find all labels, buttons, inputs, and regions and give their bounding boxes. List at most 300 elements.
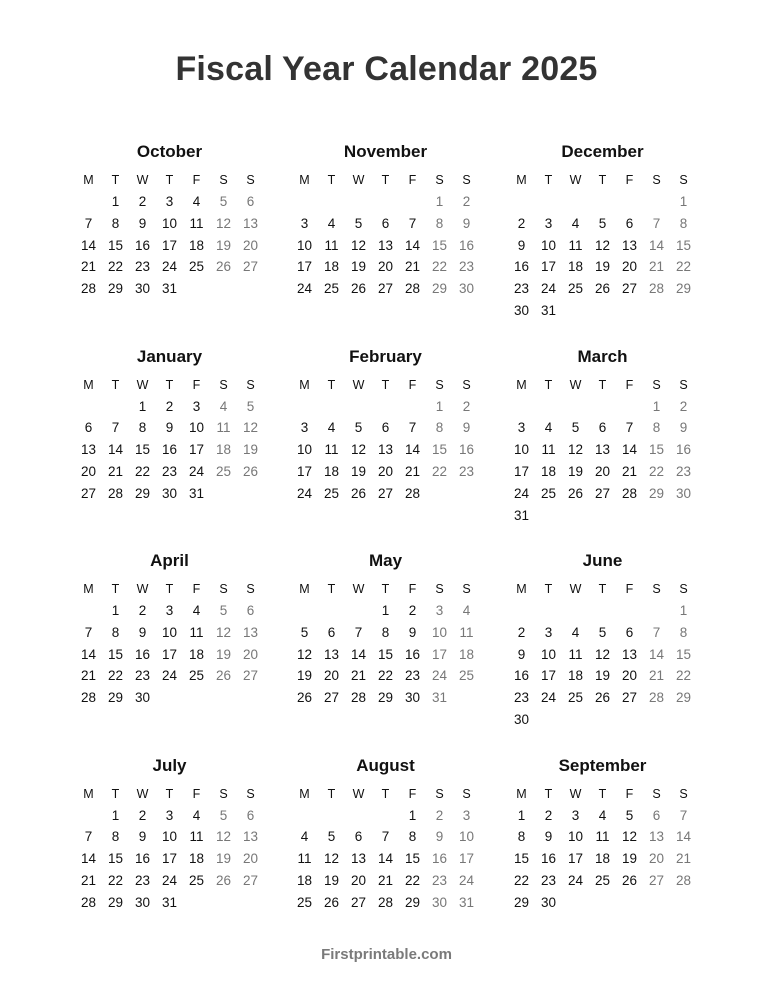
day-cell: 24 — [188, 463, 205, 479]
day-cell: 19 — [350, 463, 367, 479]
day-cell: 2 — [517, 624, 526, 640]
day-cell: 25 — [188, 668, 205, 684]
day-cell: 4 — [192, 194, 201, 209]
day-cell: 7 — [408, 420, 417, 436]
day-cell: 8 — [408, 829, 417, 845]
day-cell: 27 — [621, 690, 638, 706]
weekday-header: T — [381, 786, 390, 801]
day-cell: 7 — [111, 420, 120, 436]
day-cell: 24 — [296, 281, 313, 297]
weekday-header: M — [299, 786, 310, 801]
month-july — [75, 744, 275, 944]
day-cell: 23 — [161, 463, 178, 479]
weekday-header: W — [136, 786, 149, 801]
month-may — [291, 539, 491, 739]
day-cell: 22 — [107, 872, 124, 888]
day-cell: 1 — [435, 194, 444, 209]
day-cell: 23 — [134, 872, 151, 888]
day-cell: 11 — [324, 442, 339, 458]
weekday-header: T — [165, 786, 174, 801]
day-cell: 14 — [80, 646, 97, 662]
day-cell: 6 — [625, 215, 634, 231]
day-cell: 31 — [161, 281, 178, 297]
day-cell: 9 — [435, 829, 444, 845]
day-cell: 13 — [621, 237, 638, 253]
day-cell: 10 — [161, 624, 178, 640]
day-cell: 29 — [404, 894, 421, 910]
month-name: December — [561, 142, 644, 161]
day-cell: 3 — [300, 420, 309, 436]
day-cell: 13 — [594, 442, 611, 458]
day-cell: 30 — [513, 712, 530, 727]
day-cell: 19 — [215, 237, 232, 253]
day-cell: 30 — [458, 281, 475, 297]
weekday-header: F — [625, 377, 634, 392]
day-cell: 13 — [80, 442, 97, 458]
day-cell: 30 — [404, 690, 421, 706]
day-cell: 17 — [296, 259, 313, 275]
weekday-header: W — [569, 582, 582, 596]
day-cell: 27 — [594, 485, 611, 501]
day-cell: 16 — [134, 237, 151, 253]
day-cell: 30 — [134, 690, 151, 706]
day-cell: 28 — [377, 894, 394, 910]
day-cell: 28 — [648, 690, 665, 706]
weekday-header: F — [625, 786, 634, 801]
month-name: April — [150, 551, 189, 570]
day-cell: 14 — [404, 442, 421, 458]
day-cell: 4 — [219, 398, 228, 414]
day-cell: 16 — [540, 851, 557, 867]
day-cell: 8 — [138, 420, 147, 436]
weekday-header: S — [435, 173, 444, 187]
day-cell: 25 — [567, 281, 584, 297]
day-cell: 6 — [327, 624, 336, 640]
day-cell: 14 — [648, 646, 665, 662]
day-cell: 19 — [296, 668, 313, 684]
day-cell: 9 — [408, 624, 417, 640]
day-cell: 19 — [621, 851, 638, 867]
day-cell: 15 — [513, 851, 530, 867]
day-cell: 22 — [648, 463, 665, 479]
month-name: May — [368, 551, 403, 570]
day-cell: 20 — [323, 668, 340, 684]
weekday-header: W — [352, 786, 365, 801]
month-march — [508, 335, 708, 535]
day-cell: 10 — [296, 237, 313, 253]
day-cell: 31 — [540, 303, 557, 318]
day-cell: 2 — [435, 807, 444, 823]
day-cell: 12 — [594, 237, 611, 253]
month-name: October — [136, 142, 203, 161]
weekday-header: T — [544, 377, 553, 392]
day-cell: 17 — [540, 668, 557, 684]
weekday-header: S — [246, 173, 255, 187]
day-cell: 23 — [134, 259, 151, 275]
day-cell: 5 — [327, 829, 336, 845]
day-cell: 15 — [431, 237, 448, 253]
weekday-header: F — [192, 786, 201, 801]
weekday-header: T — [327, 582, 336, 596]
day-cell: 29 — [675, 690, 692, 706]
day-cell: 16 — [134, 646, 151, 662]
day-cell: 1 — [679, 603, 688, 618]
weekday-header: S — [679, 173, 688, 187]
day-cell: 15 — [404, 851, 421, 867]
month-name: November — [343, 142, 428, 161]
day-cell: 19 — [215, 851, 232, 867]
day-cell: 2 — [517, 215, 526, 231]
weekday-header: F — [408, 173, 417, 187]
day-cell: 7 — [84, 624, 93, 640]
day-cell: 6 — [598, 420, 607, 436]
day-cell: 27 — [242, 872, 259, 888]
weekday-header: S — [679, 377, 688, 392]
day-cell: 23 — [404, 668, 421, 684]
weekday-header: T — [111, 582, 120, 596]
weekday-header: M — [299, 582, 310, 596]
day-cell: 12 — [350, 237, 367, 253]
day-cell: 21 — [621, 463, 638, 479]
day-cell: 20 — [377, 259, 394, 275]
day-cell: 28 — [404, 485, 421, 501]
day-cell: 30 — [513, 303, 530, 318]
day-cell: 28 — [80, 894, 97, 910]
day-cell: 6 — [246, 603, 255, 618]
day-cell: 23 — [431, 872, 448, 888]
day-cell: 13 — [377, 442, 394, 458]
month-september — [508, 744, 708, 944]
day-cell: 27 — [350, 894, 367, 910]
day-cell: 28 — [648, 281, 665, 297]
weekday-header: M — [516, 582, 527, 596]
day-cell: 8 — [652, 420, 661, 436]
weekday-header: F — [192, 582, 201, 596]
day-cell: 25 — [458, 668, 475, 684]
day-cell: 8 — [111, 624, 120, 640]
weekday-header: S — [679, 786, 688, 801]
day-cell: 10 — [540, 646, 557, 662]
day-cell: 24 — [431, 668, 448, 684]
day-cell: 29 — [107, 690, 124, 706]
day-cell: 19 — [594, 259, 611, 275]
day-cell: 21 — [80, 668, 97, 684]
weekday-header: W — [352, 582, 365, 596]
day-cell: 28 — [675, 872, 692, 888]
day-cell: 15 — [675, 646, 692, 662]
page-title: Fiscal Year Calendar 2025 — [175, 50, 598, 88]
weekday-header: M — [83, 173, 94, 187]
day-cell: 4 — [571, 215, 580, 231]
day-cell: 25 — [188, 872, 205, 888]
day-cell: 17 — [161, 646, 178, 662]
day-cell: 3 — [571, 807, 580, 823]
day-cell: 7 — [679, 807, 688, 823]
day-cell: 7 — [652, 215, 661, 231]
day-cell: 3 — [544, 215, 553, 231]
day-cell: 26 — [296, 690, 313, 706]
weekday-header: F — [408, 786, 417, 801]
day-cell: 18 — [188, 646, 205, 662]
day-cell: 12 — [567, 442, 584, 458]
day-cell: 22 — [431, 463, 448, 479]
month-august — [291, 744, 491, 944]
day-cell: 18 — [323, 259, 340, 275]
day-cell: 18 — [188, 237, 205, 253]
day-cell: 26 — [215, 259, 232, 275]
day-cell: 3 — [165, 194, 174, 209]
day-cell: 9 — [138, 829, 147, 845]
day-cell: 4 — [192, 807, 201, 823]
day-cell: 31 — [431, 690, 448, 706]
day-cell: 29 — [513, 894, 530, 910]
day-cell: 11 — [297, 851, 312, 867]
day-cell: 8 — [111, 215, 120, 231]
day-cell: 20 — [648, 851, 665, 867]
weekday-header: T — [165, 582, 174, 596]
day-cell: 26 — [621, 872, 638, 888]
day-cell: 4 — [300, 829, 309, 845]
day-cell: 2 — [138, 194, 147, 209]
day-cell: 12 — [323, 851, 340, 867]
day-cell: 5 — [598, 215, 607, 231]
day-cell: 21 — [404, 259, 421, 275]
day-cell: 1 — [652, 398, 661, 414]
day-cell: 23 — [513, 281, 530, 297]
day-cell: 6 — [625, 624, 634, 640]
day-cell: 18 — [296, 872, 313, 888]
day-cell: 4 — [598, 807, 607, 823]
day-cell: 20 — [80, 463, 97, 479]
day-cell: 1 — [679, 194, 688, 209]
month-name: February — [349, 346, 422, 366]
day-cell: 21 — [377, 872, 394, 888]
weekday-header: W — [569, 786, 582, 801]
month-april — [75, 539, 275, 739]
day-cell: 9 — [517, 237, 526, 253]
day-cell: 15 — [648, 442, 665, 458]
day-cell: 8 — [679, 215, 688, 231]
day-cell: 10 — [540, 237, 557, 253]
day-cell: 3 — [165, 603, 174, 618]
day-cell: 20 — [242, 237, 259, 253]
day-cell: 22 — [675, 668, 692, 684]
day-cell: 13 — [648, 829, 665, 845]
day-cell: 14 — [377, 851, 394, 867]
day-cell: 15 — [675, 237, 692, 253]
day-cell: 9 — [138, 215, 147, 231]
day-cell: 16 — [134, 851, 151, 867]
day-cell: 18 — [540, 463, 557, 479]
day-cell: 24 — [458, 872, 475, 888]
weekday-header: M — [83, 786, 94, 801]
day-cell: 22 — [404, 872, 421, 888]
day-cell: 21 — [107, 463, 124, 479]
day-cell: 24 — [161, 259, 178, 275]
day-cell: 23 — [540, 872, 557, 888]
weekday-header: T — [598, 173, 607, 187]
day-cell: 20 — [594, 463, 611, 479]
weekday-header: T — [381, 173, 390, 187]
day-cell: 22 — [107, 668, 124, 684]
weekday-header: M — [299, 377, 310, 392]
day-cell: 17 — [458, 851, 475, 867]
day-cell: 16 — [513, 259, 530, 275]
weekday-header: F — [625, 173, 634, 187]
day-cell: 7 — [408, 215, 417, 231]
day-cell: 14 — [80, 237, 97, 253]
day-cell: 1 — [111, 807, 120, 823]
weekday-header: W — [352, 173, 365, 187]
day-cell: 25 — [188, 259, 205, 275]
weekday-header: T — [111, 173, 120, 187]
weekday-header: S — [435, 786, 444, 801]
day-cell: 5 — [219, 194, 228, 209]
day-cell: 12 — [594, 646, 611, 662]
day-cell: 7 — [354, 624, 363, 640]
weekday-header: S — [246, 786, 255, 801]
weekday-header: M — [83, 582, 94, 596]
day-cell: 26 — [594, 690, 611, 706]
day-cell: 13 — [242, 215, 259, 231]
day-cell: 13 — [621, 646, 638, 662]
day-cell: 13 — [350, 851, 367, 867]
day-cell: 15 — [107, 237, 124, 253]
day-cell: 1 — [517, 807, 526, 823]
day-cell: 8 — [435, 215, 444, 231]
day-cell: 4 — [462, 603, 471, 618]
day-cell: 12 — [350, 442, 367, 458]
day-cell: 3 — [435, 603, 444, 618]
day-cell: 22 — [107, 259, 124, 275]
month-november — [291, 130, 491, 330]
day-cell: 18 — [567, 668, 584, 684]
day-cell: 16 — [404, 646, 421, 662]
day-cell: 28 — [107, 485, 124, 501]
day-cell: 2 — [544, 807, 553, 823]
day-cell: 25 — [215, 463, 232, 479]
day-cell: 21 — [675, 851, 692, 867]
day-cell: 27 — [377, 485, 394, 501]
weekday-header: F — [192, 173, 201, 187]
day-cell: 12 — [296, 646, 313, 662]
weekday-header: T — [327, 377, 336, 392]
weekday-header: T — [111, 786, 120, 801]
day-cell: 27 — [323, 690, 340, 706]
day-cell: 29 — [675, 281, 692, 297]
day-cell: 6 — [652, 807, 661, 823]
day-cell: 10 — [567, 829, 584, 845]
day-cell: 18 — [215, 442, 232, 458]
weekday-header: S — [246, 582, 255, 596]
weekday-header: T — [598, 377, 607, 392]
day-cell: 21 — [404, 463, 421, 479]
day-cell: 27 — [80, 485, 97, 501]
day-cell: 30 — [161, 485, 178, 501]
day-cell: 31 — [458, 894, 475, 910]
day-cell: 4 — [544, 420, 553, 436]
day-cell: 14 — [648, 237, 665, 253]
day-cell: 26 — [215, 668, 232, 684]
day-cell: 5 — [219, 603, 228, 618]
day-cell: 19 — [594, 668, 611, 684]
day-cell: 20 — [350, 872, 367, 888]
day-cell: 12 — [621, 829, 638, 845]
day-cell: 10 — [161, 215, 178, 231]
day-cell: 25 — [594, 872, 611, 888]
day-cell: 3 — [462, 807, 471, 823]
day-cell: 11 — [459, 624, 474, 640]
month-name: March — [577, 346, 628, 366]
day-cell: 25 — [323, 281, 340, 297]
day-cell: 22 — [431, 259, 448, 275]
weekday-header: F — [625, 582, 634, 596]
day-cell: 7 — [84, 829, 93, 845]
weekday-header: W — [136, 377, 149, 392]
weekday-header: M — [299, 173, 310, 187]
day-cell: 14 — [404, 237, 421, 253]
day-cell: 21 — [80, 872, 97, 888]
day-cell: 5 — [571, 420, 580, 436]
day-cell: 2 — [462, 194, 471, 209]
weekday-header: T — [327, 786, 336, 801]
day-cell: 17 — [513, 463, 530, 479]
month-name: January — [136, 346, 203, 366]
day-cell: 9 — [517, 646, 526, 662]
day-cell: 6 — [246, 807, 255, 823]
day-cell: 14 — [675, 829, 692, 845]
day-cell: 7 — [84, 215, 93, 231]
day-cell: 23 — [513, 690, 530, 706]
day-cell: 25 — [567, 690, 584, 706]
day-cell: 22 — [675, 259, 692, 275]
day-cell: 21 — [350, 668, 367, 684]
day-cell: 19 — [215, 646, 232, 662]
weekday-header: S — [652, 786, 661, 801]
weekday-header: S — [219, 786, 228, 801]
day-cell: 11 — [216, 420, 231, 436]
day-cell: 8 — [111, 829, 120, 845]
day-cell: 9 — [462, 420, 471, 436]
day-cell: 14 — [621, 442, 638, 458]
day-cell: 21 — [80, 259, 97, 275]
day-cell: 29 — [648, 485, 665, 501]
day-cell: 14 — [80, 851, 97, 867]
day-cell: 30 — [431, 894, 448, 910]
day-cell: 29 — [107, 281, 124, 297]
day-cell: 23 — [458, 463, 475, 479]
day-cell: 9 — [138, 624, 147, 640]
day-cell: 26 — [594, 281, 611, 297]
day-cell: 30 — [134, 894, 151, 910]
day-cell: 4 — [571, 624, 580, 640]
day-cell: 1 — [111, 194, 120, 209]
weekday-header: T — [327, 173, 336, 187]
day-cell: 24 — [567, 872, 584, 888]
day-cell: 24 — [161, 872, 178, 888]
weekday-header: S — [652, 582, 661, 596]
month-name: September — [558, 755, 647, 775]
weekday-header: S — [462, 173, 471, 187]
day-cell: 13 — [242, 829, 259, 845]
day-cell: 25 — [296, 894, 313, 910]
day-cell: 30 — [675, 485, 692, 501]
weekday-header: F — [408, 377, 417, 392]
weekday-header: S — [462, 786, 471, 801]
day-cell: 19 — [567, 463, 584, 479]
day-cell: 6 — [84, 420, 93, 436]
day-cell: 10 — [513, 442, 530, 458]
